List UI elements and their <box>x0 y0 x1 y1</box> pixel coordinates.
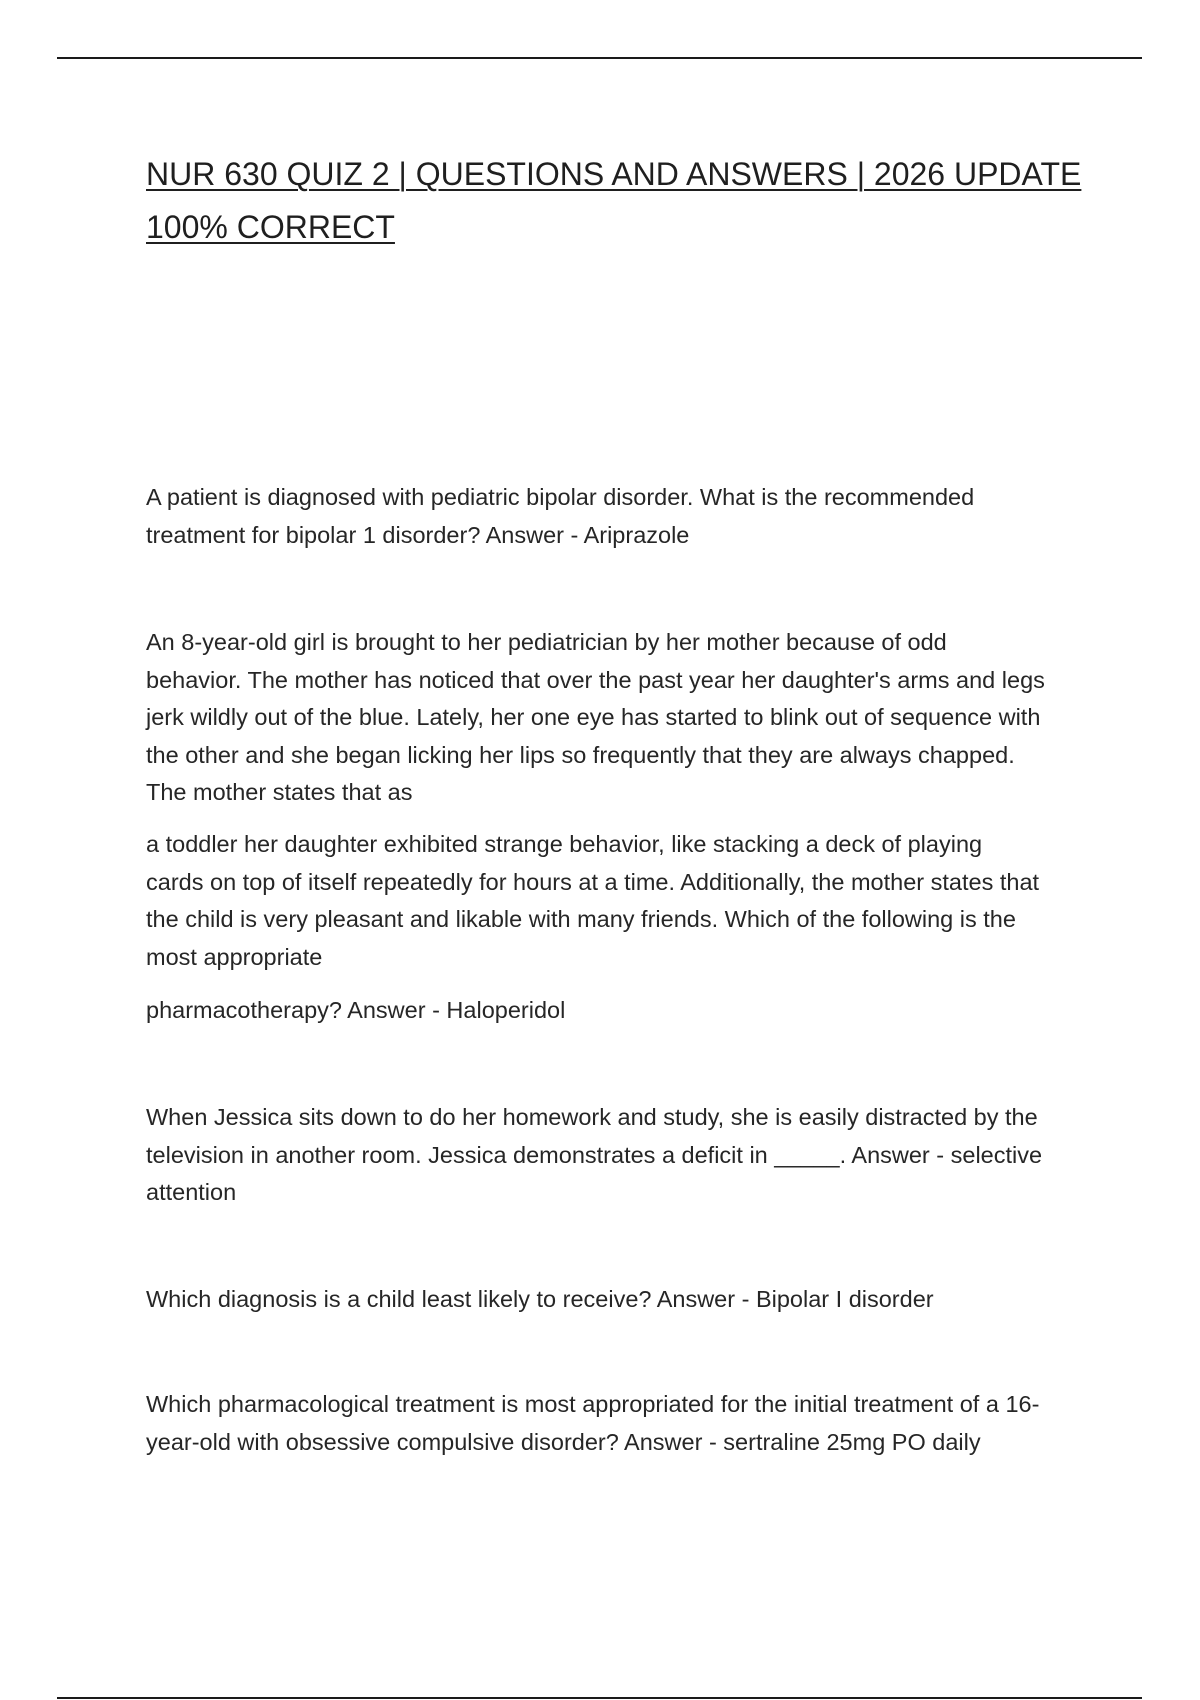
question-1: A patient is diagnosed with pediatric bipolar disorder. What is the recommended treatment for bipolar 1 disorder? Answer - Ariprazole <box>146 484 975 548</box>
question-2-part-1: An 8-year-old girl is brought to her pediatrician by her mother because of odd behavior. The mother has noticed that over the past year her daughter's arms and legs jerk wildly out of the blue. Lately, her one eye has started to blink out of sequence with the other and she began licking her lips so frequently that they are always chapped. The mother states that as <box>146 629 1045 805</box>
top-rule <box>57 57 1142 59</box>
question-2-part-3: pharmacotherapy? Answer - Haloperidol <box>146 997 566 1023</box>
question-3: When Jessica sits down to do her homework and study, she is easily distracted by the television in another room. Jessica demonstrates a deficit in _____. Answer - selective attention <box>146 1104 1043 1205</box>
question-2-part-2: a toddler her daughter exhibited strange behavior, like stacking a deck of playing cards on top of itself repeatedly for hours at a time. Additionally, the mother states that the child is very pleasant and likable with many friends. Which of the following is the most appropriate <box>146 831 1040 970</box>
document-title-text: NUR 630 QUIZ 2 | QUESTIONS AND ANSWERS | 2026 UPDATE 100% CORRECT <box>146 156 1082 245</box>
bottom-rule <box>57 1697 1142 1699</box>
question-5: Which pharmacological treatment is most appropriated for the initial treatment of a 16-year-old with obsessive compulsive disorder? Answer - sertraline 25mg PO daily <box>146 1391 1040 1455</box>
question-4: Which diagnosis is a child least likely to receive? Answer - Bipolar I disorder <box>146 1286 934 1312</box>
document-title <box>146 148 1106 254</box>
